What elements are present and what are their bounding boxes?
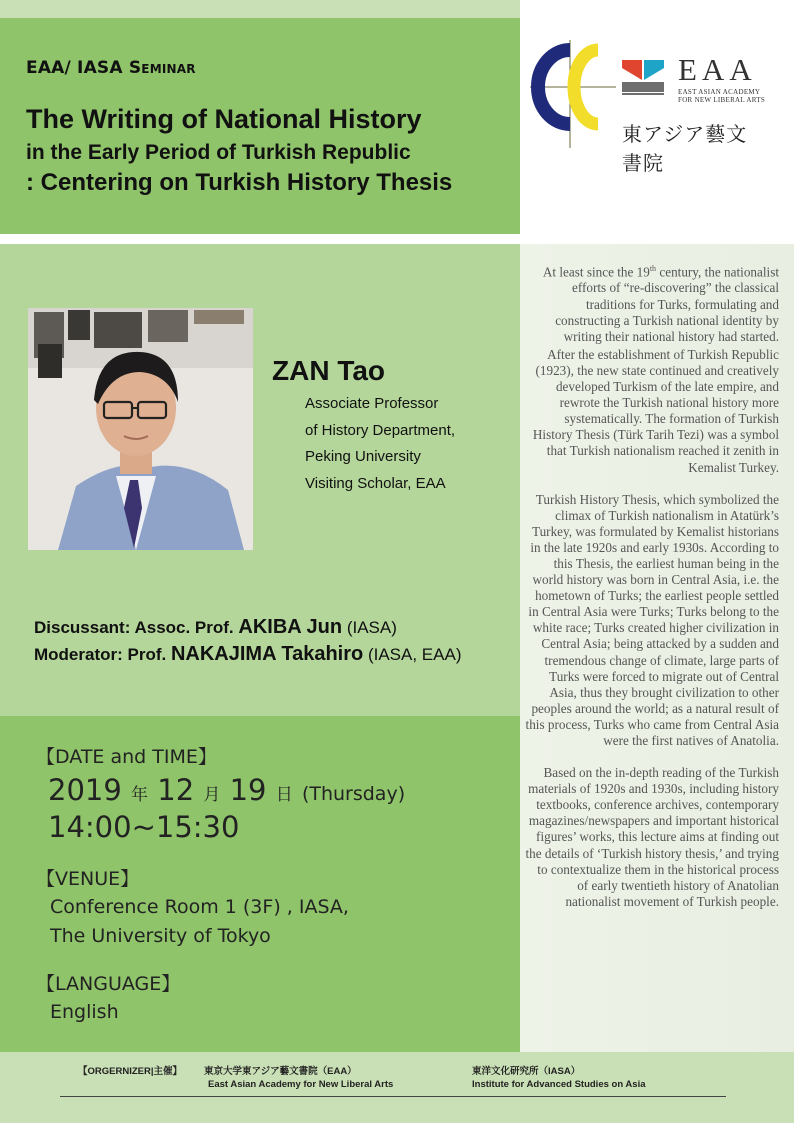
header-divider [0, 234, 520, 244]
date-heading: 【DATE and TIME】 [36, 746, 217, 768]
abstract-text [524, 261, 779, 926]
moderator-label: Moderator: Prof. [34, 645, 167, 664]
event-time: 14:00~15:30 [48, 810, 240, 844]
speaker-title-line: Associate Professor [305, 395, 439, 412]
abstract-p1-end: century, the nationalist efforts of “re-discovering” the classical traditions for Turks, formulating and constructing a Turkish national identity by writing their national history had started. [555, 264, 779, 344]
discussant-affiliation: (IASA) [346, 618, 397, 637]
moderator-line [34, 643, 461, 666]
event-year: 2019 [48, 773, 122, 807]
eaa-logo-english-line-2: FOR NEW LIBERAL ARTS [678, 96, 766, 104]
event-month: 12 [157, 773, 195, 807]
moderator-affiliation: (IASA, EAA) [367, 645, 462, 664]
speaker-title-line: of History Department, [305, 422, 456, 439]
abstract-p1-superscript: th [649, 264, 657, 273]
day-unit: 日 [275, 785, 293, 805]
eaa-logo-japanese: 東アジア藝文書院 [622, 124, 748, 175]
organizer-label: 【ORGERNIZER|主催】 [78, 1066, 182, 1077]
language-heading: 【LANGUAGE】 [36, 973, 181, 995]
venue-line-1: Conference Room 1 (3F) , IASA, [50, 896, 349, 918]
speaker-photo [28, 308, 253, 550]
discussant-line [34, 616, 397, 639]
speaker-title-line: Peking University [305, 448, 421, 465]
event-weekday: (Thursday) [301, 783, 406, 805]
title-line-1: The Writing of National History [26, 104, 422, 134]
organizer-iasa-japanese: 東洋文化研究所（IASA） [472, 1066, 581, 1077]
venue-line-2: The University of Tokyo [50, 925, 271, 947]
moderator-name: NAKAJIMA Takahiro [170, 643, 364, 665]
organizer-iasa-english: Institute for Advanced Studies on Asia [472, 1079, 646, 1090]
organizer-eaa-english: East Asian Academy for New Liberal Arts [208, 1079, 394, 1090]
speaker-title-line: Visiting Scholar, EAA [305, 475, 446, 492]
abstract-paragraph-2: After the establishment of Turkish Republic (1923), the new state continued and creatively developed Turkism of the late empire, and rewrote the Turkish national history more systematically. The formation of Turkish History Thesis (Türk Tarih Tezi) was a symbol that Turkish nationalism reached it zenith in Kemalist Turkey. [532, 346, 779, 475]
discussant-name: AKIBA Jun [238, 616, 343, 638]
abstract-paragraph-4: Based on the in-depth reading of the Turkish materials of 1920s and 1930s, including history textbooks, conference archives, contemporary magazines/newspapers and important historical figures’ works, this lecture aims at finding out the details of ‘Turkish history thesis,’ and trying to contextualize them in the historical process of early twentieth history of Anatolian nationalist movement of Turkish people. [525, 765, 779, 909]
abstract-paragraph-1 [524, 261, 779, 345]
eaa-logo-english-line-1: EAST ASIAN ACADEMY [678, 88, 761, 96]
organizer-eaa-japanese: 東京大学東アジア藝文書院（EAA） [204, 1066, 357, 1077]
abstract-paragraph-3: Turkish History Thesis, which symbolized the climax of Turkish nationalism in Atatürk’s Turkey, was formulated by Kemalist historians in the late 1920s and early 1930s. According to this Thesis, the earliest human being in the world history was born in Central Asia, i.e. the hometown of Turks; the earliest people settled in Central Asia were Turks; Turks belong to the white race; Turks created higher civilization in Central Asia; being attacked by a sudden and tremendous change of climate, large parts of Turks were forced to migrate out of Central Asia, thus they brought civilization to other peoples around the world; as a natural result of this process, Turks who came from Central Asia were the first natives of Anatolia. [525, 491, 779, 749]
abstract-p1-start: At least since the 19 [542, 264, 650, 280]
seminar-label: EAA/ IASA Seminar [26, 58, 196, 78]
venue-heading: 【VENUE】 [36, 868, 140, 890]
language-value: English [50, 1001, 119, 1023]
speaker-name: ZAN Tao [272, 355, 386, 386]
event-date [48, 773, 405, 807]
logo-group [528, 30, 768, 175]
title-line-2: in the Early Period of Turkish Republic [26, 141, 411, 164]
title-line-3: : Centering on Turkish History Thesis [26, 169, 453, 196]
discussant-label: Discussant: Assoc. Prof. [34, 618, 234, 637]
month-unit: 月 [203, 785, 221, 805]
footer-rule [60, 1096, 726, 1097]
event-day: 19 [229, 773, 267, 807]
eaa-logo-letters: EAA [678, 52, 757, 87]
header-top-strip [0, 0, 520, 18]
year-unit: 年 [131, 785, 149, 805]
